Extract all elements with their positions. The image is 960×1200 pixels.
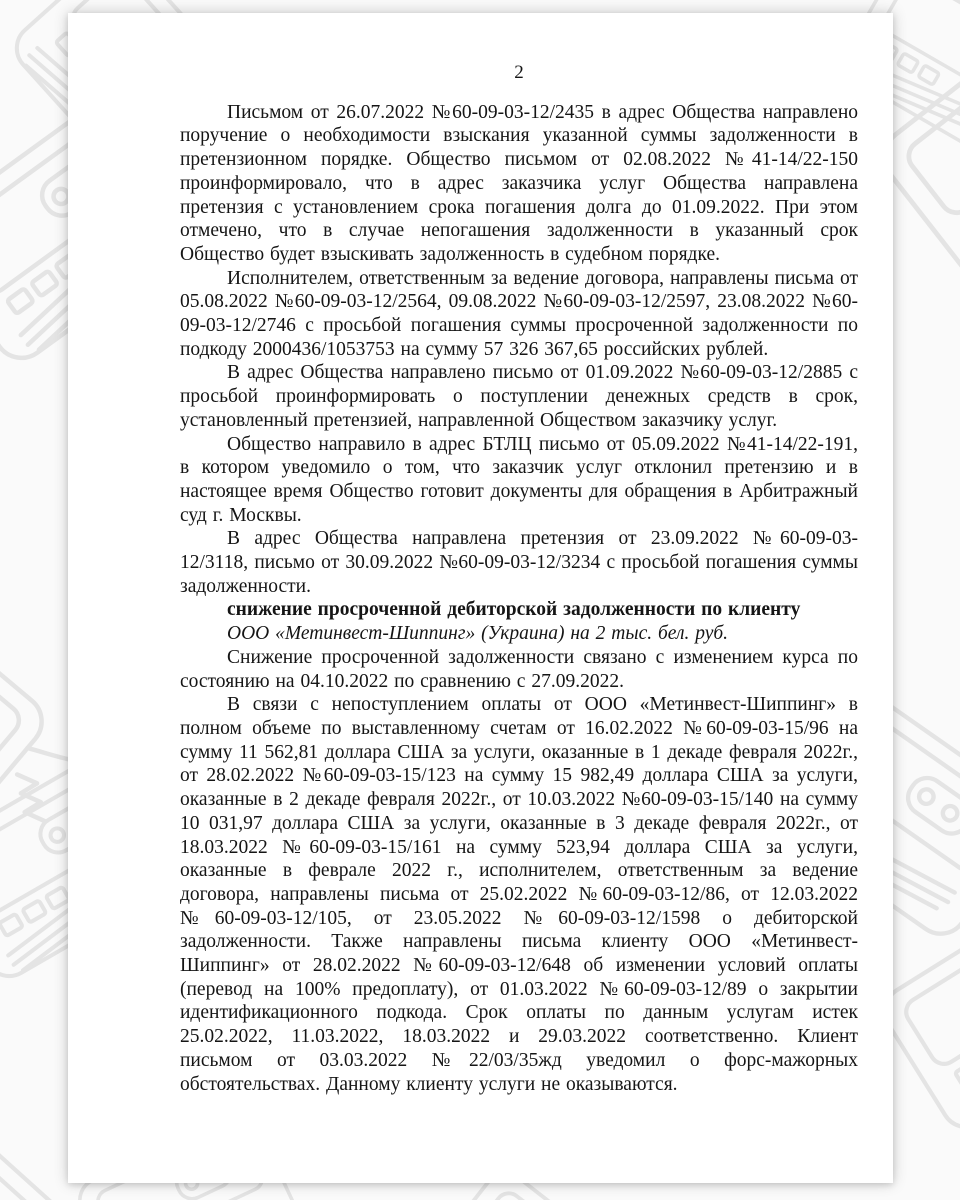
paragraph: Исполнителем, ответственным за ведение договора, направлены письма от 05.08.2022 №60-09-03-12/2564, 09.08.2022 №60-09-03-12/2597, 23.08.2022 №60-09-03-12/2746 с просьбой погашения суммы просроченной задолженности по подкоду 2000436/1053753 на сумму 57 326 367,65 российских рублей. xyxy=(180,267,858,360)
paragraph: В адрес Общества направлена претензия от 23.09.2022 №60-09-03-12/3118, письмо от 30.09.2022 №60-09-03-12/3234 с просьбой погашения суммы задолженности. xyxy=(180,528,858,597)
document-page xyxy=(68,13,893,1183)
paragraph-subheading: ООО «Метинвест-Шиппинг» (Украина) на 2 тыс. бел. руб. xyxy=(227,623,729,645)
paragraph: Общество направило в адрес БТЛЦ письмо от 05.09.2022 №41-14/22-191, в котором уведомило о том, что заказчик услуг отклонил претензию и в настоящее время Общество готовит документы для обращения в Арбитражный суд г. Москвы. xyxy=(180,433,858,526)
paragraph: В адрес Общества направлено письмо от 01.09.2022 №60-09-03-12/2885 с просьбой проинформировать о поступлении денежных средств в срок, установленный претензией, направленной Обществом заказчику услуг. xyxy=(180,362,858,431)
paragraph: Письмом от 26.07.2022 №60-09-03-12/2435 в адрес Общества направлено поручение о необходимости взыскания указанной суммы задолженности в претензионном порядке. Общество письмом от 02.08.2022 №41-14/22-150 проинформировало, что в адрес заказчика услуг Общества направлена претензия с установлением срока погашения долга до 01.09.2022. При этом отмечено, что в случае непогашения задолженности в указанный срок Общество будет взыскивать задолженность в судебном порядке. xyxy=(180,101,858,265)
paragraph: Снижение просроченной задолженности связано с изменением курса по состоянию на 04.10.2022 по сравнению с 27.09.2022. xyxy=(180,646,858,692)
page-number: 2 xyxy=(514,62,524,83)
paragraph: В связи с непоступлением оплаты от ООО «Метинвест-Шиппинг» в полном объеме по выставленному счетам от 16.02.2022 №60-09-03-15/96 на сумму 11 562,81 доллара США за услуги, оказанные в 1 декаде февраля 2022г., от 28.02.2022 №60-09-03-15/123 на сумму 15 982,49 доллара США за услуги, оказанные в 2 декаде февраля 2022г., от 10.03.2022 №60-09-03-15/140 на сумму 10 031,97 доллара США за услуги, оказанные в 3 декаде февраля 2022г., от 18.03.2022 №60-09-03-15/161 на сумму 523,94 доллара США за услуги, оказанные в феврале 2022 г., исполнителем, ответственным за ведение договора, направлены письма от 25.02.2022 №60-09-03-12/86, от 12.03.2022 №60-09-03-12/105, от 23.05.2022 №60-09-03-12/1598 о дебиторской задолженности. Также направлены письма клиенту ООО «Метинвест-Шиппинг» от 28.02.2022 №60-09-03-12/648 об изменении условий оплаты (перевод на 100% предоплату), от 01.03.2022 №60-09-03-12/89 о закрытии идентификационного подкода. Срок оплаты по данным услугам истек 25.02.2022, 11.03.2022, 18.03.2022 и 29.03.2022 соответственно. Клиент письмом от 03.03.2022 №22/03/35жд уведомил о форс-мажорных обстоятельствах. Данному клиенту услуги не оказываются. xyxy=(180,694,858,1095)
document-body xyxy=(180,61,858,1096)
paragraph-heading: снижение просроченной дебиторской задолженности по клиенту xyxy=(227,599,801,621)
